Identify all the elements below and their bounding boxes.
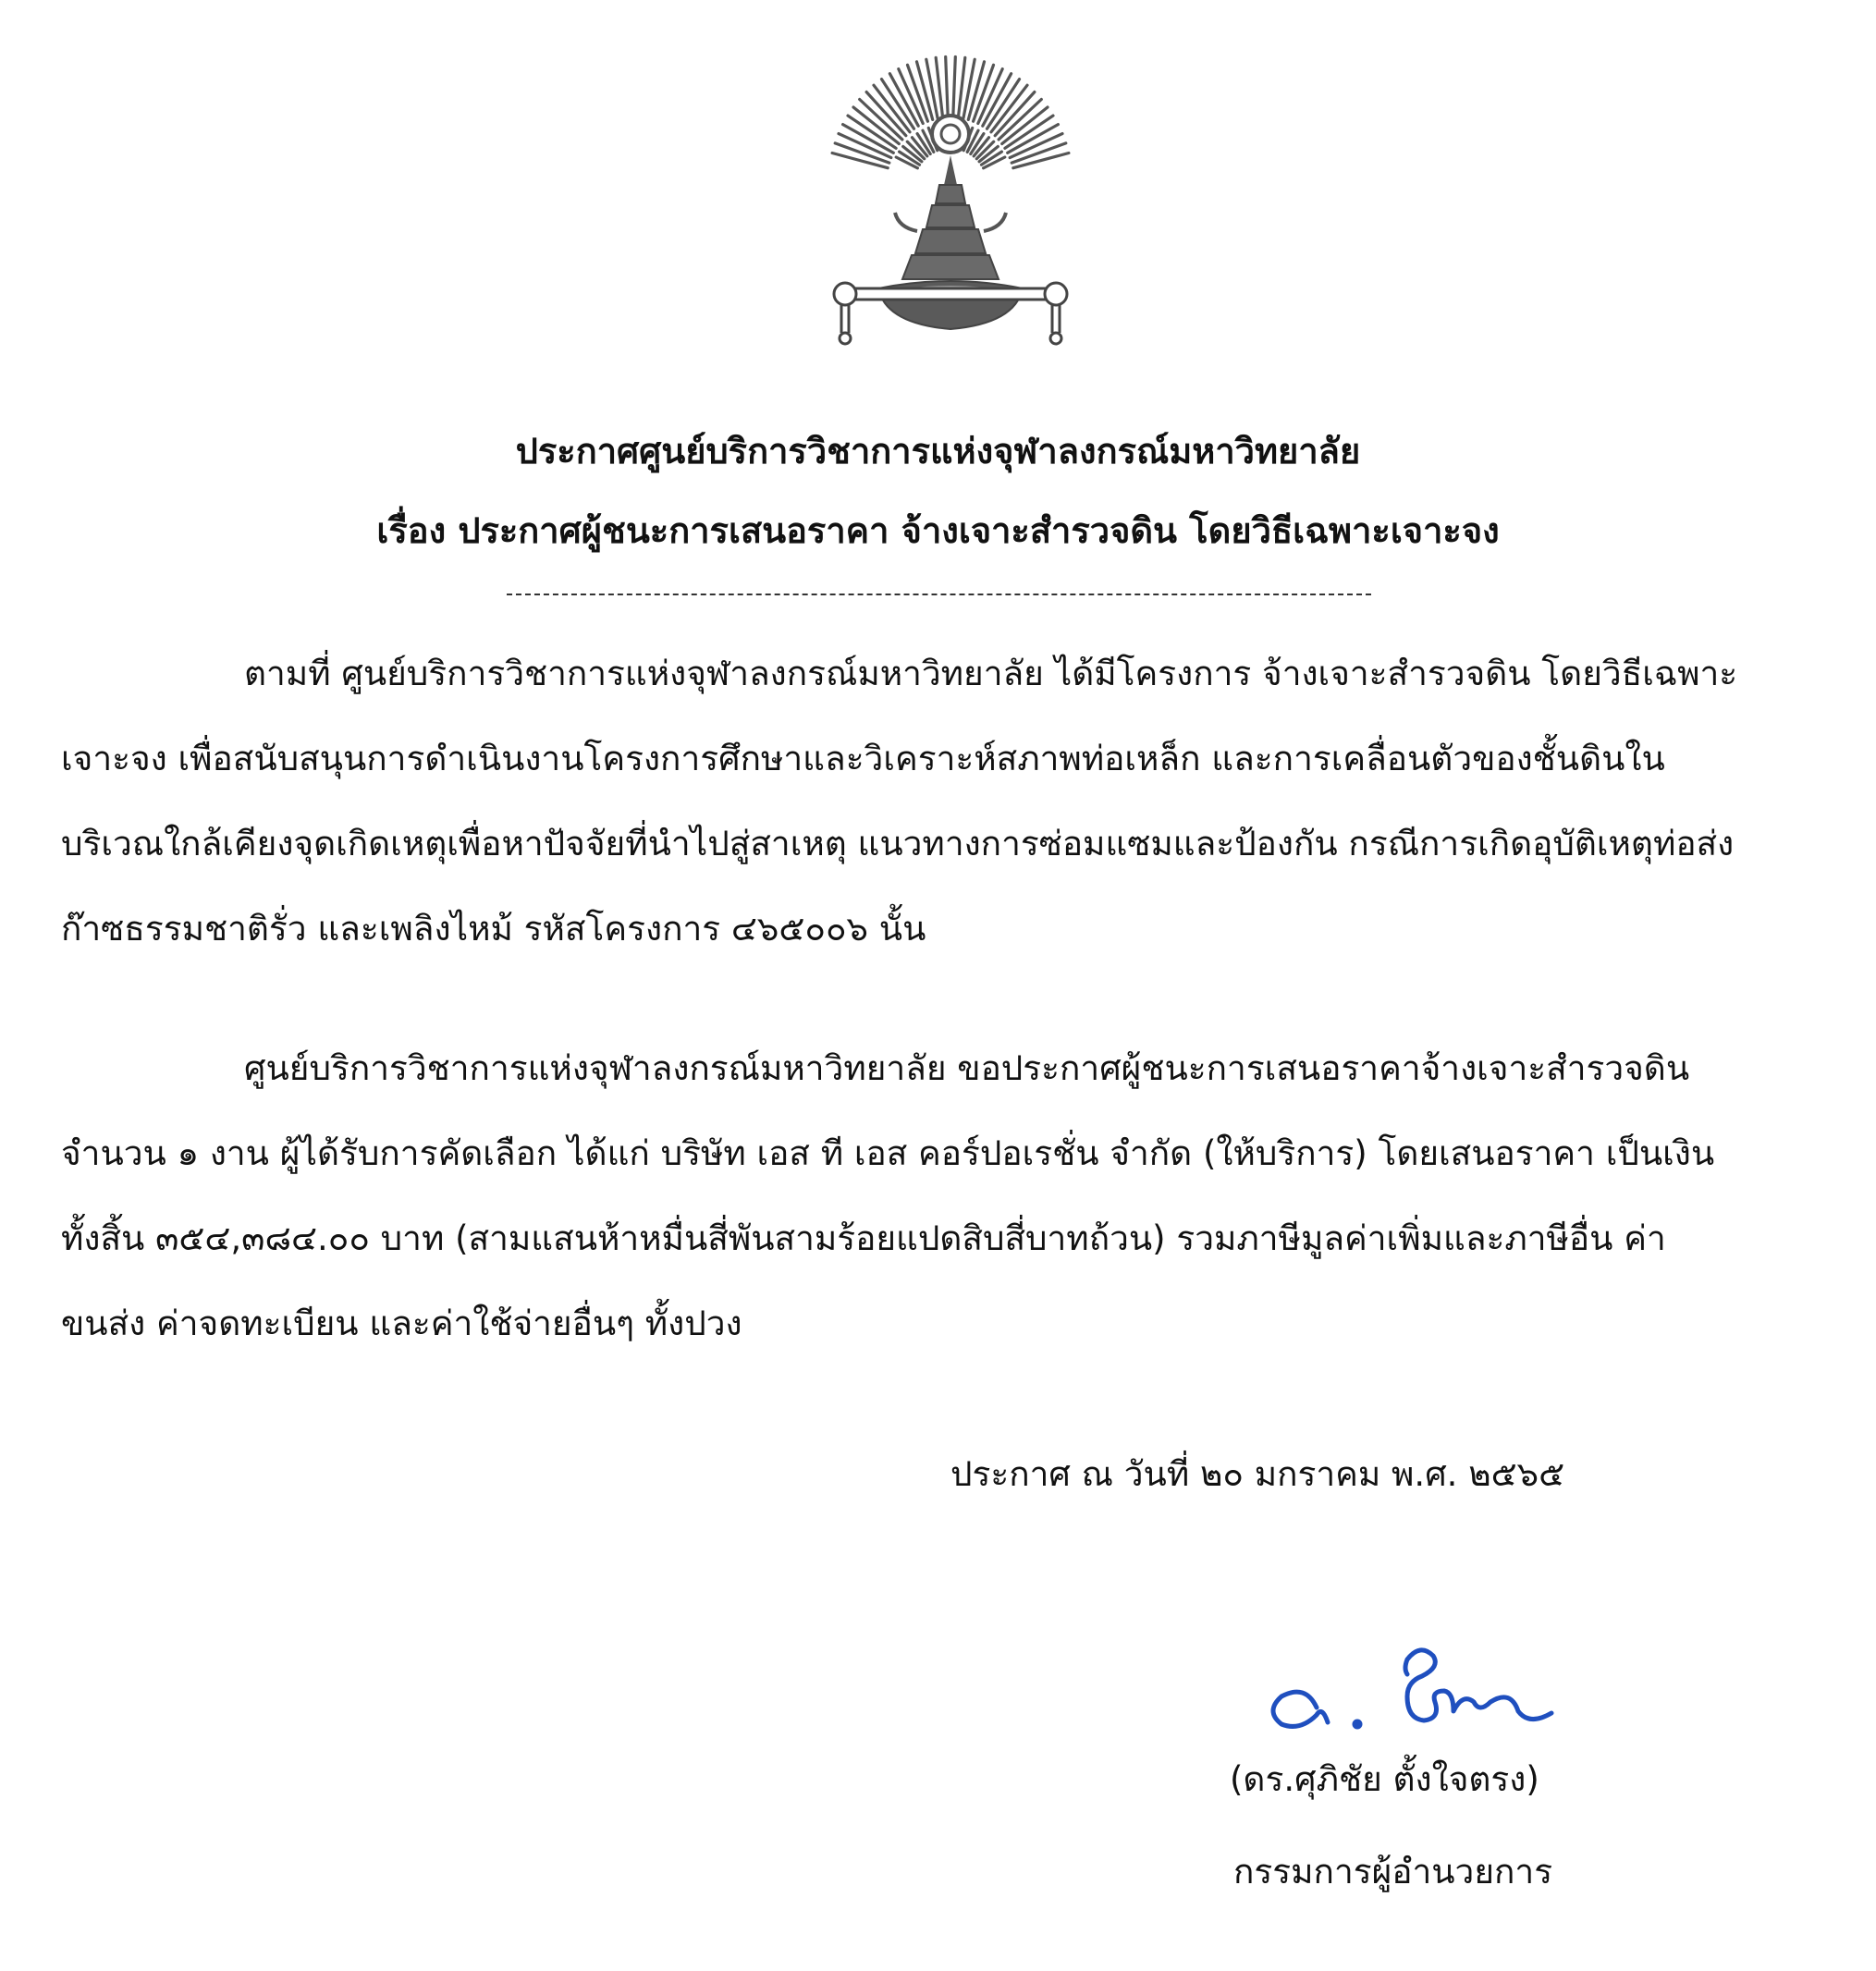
document-title bbox=[0, 411, 1876, 570]
title-line-1: ประกาศศูนย์บริการวิชาการแห่งจุฬาลงกรณ์มหาวิทยาลัย bbox=[515, 431, 1361, 471]
paragraph-1-line: ก๊าซธรรมชาติรั่ว และเพลิงไหม้ รหัสโครงการ ๔๖๕๐๐๖ นั้น bbox=[61, 909, 926, 949]
title-divider bbox=[507, 594, 1371, 595]
handwritten-signature bbox=[1269, 1622, 1583, 1743]
title-line-2: เรื่อง ประกาศผู้ชนะการเสนอราคา จ้างเจาะสำรวจดิน โดยวิธีเฉพาะเจาะจง bbox=[376, 510, 1500, 551]
announce-date: ประกาศ ณ วันที่ ๒๐ มกราคม พ.ศ. ๒๕๖๕ bbox=[950, 1454, 1565, 1494]
paragraph-2-line: ทั้งสิ้น ๓๕๔,๓๘๔.๐๐ บาท (สามแสนห้าหมื่นสี่พันสามร้อยแปดสิบสี่บาทถ้วน) รวมภาษีมูลค่าเพิ่มและภาษีอื่น ค่า bbox=[61, 1218, 1666, 1258]
emblem-ray bbox=[946, 57, 948, 117]
emblem-ray bbox=[860, 100, 902, 140]
paragraph-1-line: เจาะจง เพื่อสนับสนุนการดำเนินงานโครงการศึกษาและวิเคราะห์สภาพท่อเหล็ก และการเคลื่อนตัวของชั้นดินใน bbox=[61, 739, 1665, 778]
emblem-ray bbox=[866, 92, 906, 136]
paragraph-2-line: จำนวน ๑ งาน ผู้ได้รับการคัดเลือก ได้แก่ บริษัท เอส ที เอส คอร์ปอเรชั่น จำกัด (ให้บริการ) โดยเสนอราคา เป็นเงิน bbox=[61, 1133, 1715, 1173]
emblem-ray bbox=[999, 100, 1041, 140]
paragraph-2 bbox=[61, 1026, 1818, 1366]
paragraph-2-line: ศูนย์บริการวิชาการแห่งจุฬาลงกรณ์มหาวิทยาลัย ขอประกาศผู้ชนะการเสนอราคาจ้างเจาะสำรวจดิน bbox=[244, 1048, 1690, 1088]
signer-name: (ดร.ศุภิชัย ตั้งใจตรง) bbox=[1230, 1759, 1539, 1799]
paragraph-2-line: ขนส่ง ค่าจดทะเบียน และค่าใช้จ่ายอื่นๆ ทั้งปวง bbox=[61, 1304, 742, 1343]
paragraph-1 bbox=[61, 631, 1818, 972]
chulalongkorn-university-emblem-icon bbox=[821, 46, 1080, 388]
paragraph-1-line: บริเวณใกล้เคียงจุดเกิดเหตุเพื่อหาปัจจัยที่นำไปสู่สาเหตุ แนวทางการซ่อมแซมและป้องกัน กรณีการเกิดอุบัติเหตุท่อส่ง bbox=[61, 824, 1735, 863]
paragraph-1-line: ตามที่ ศูนย์บริการวิชาการแห่งจุฬาลงกรณ์มหาวิทยาลัย ได้มีโครงการ จ้างเจาะสำรวจดิน โดยวิธีเฉพาะ bbox=[244, 654, 1738, 693]
emblem-ray bbox=[953, 57, 956, 117]
signer-position: กรรมการผู้อำนวยการ bbox=[1233, 1852, 1553, 1891]
emblem-ray bbox=[995, 92, 1035, 136]
